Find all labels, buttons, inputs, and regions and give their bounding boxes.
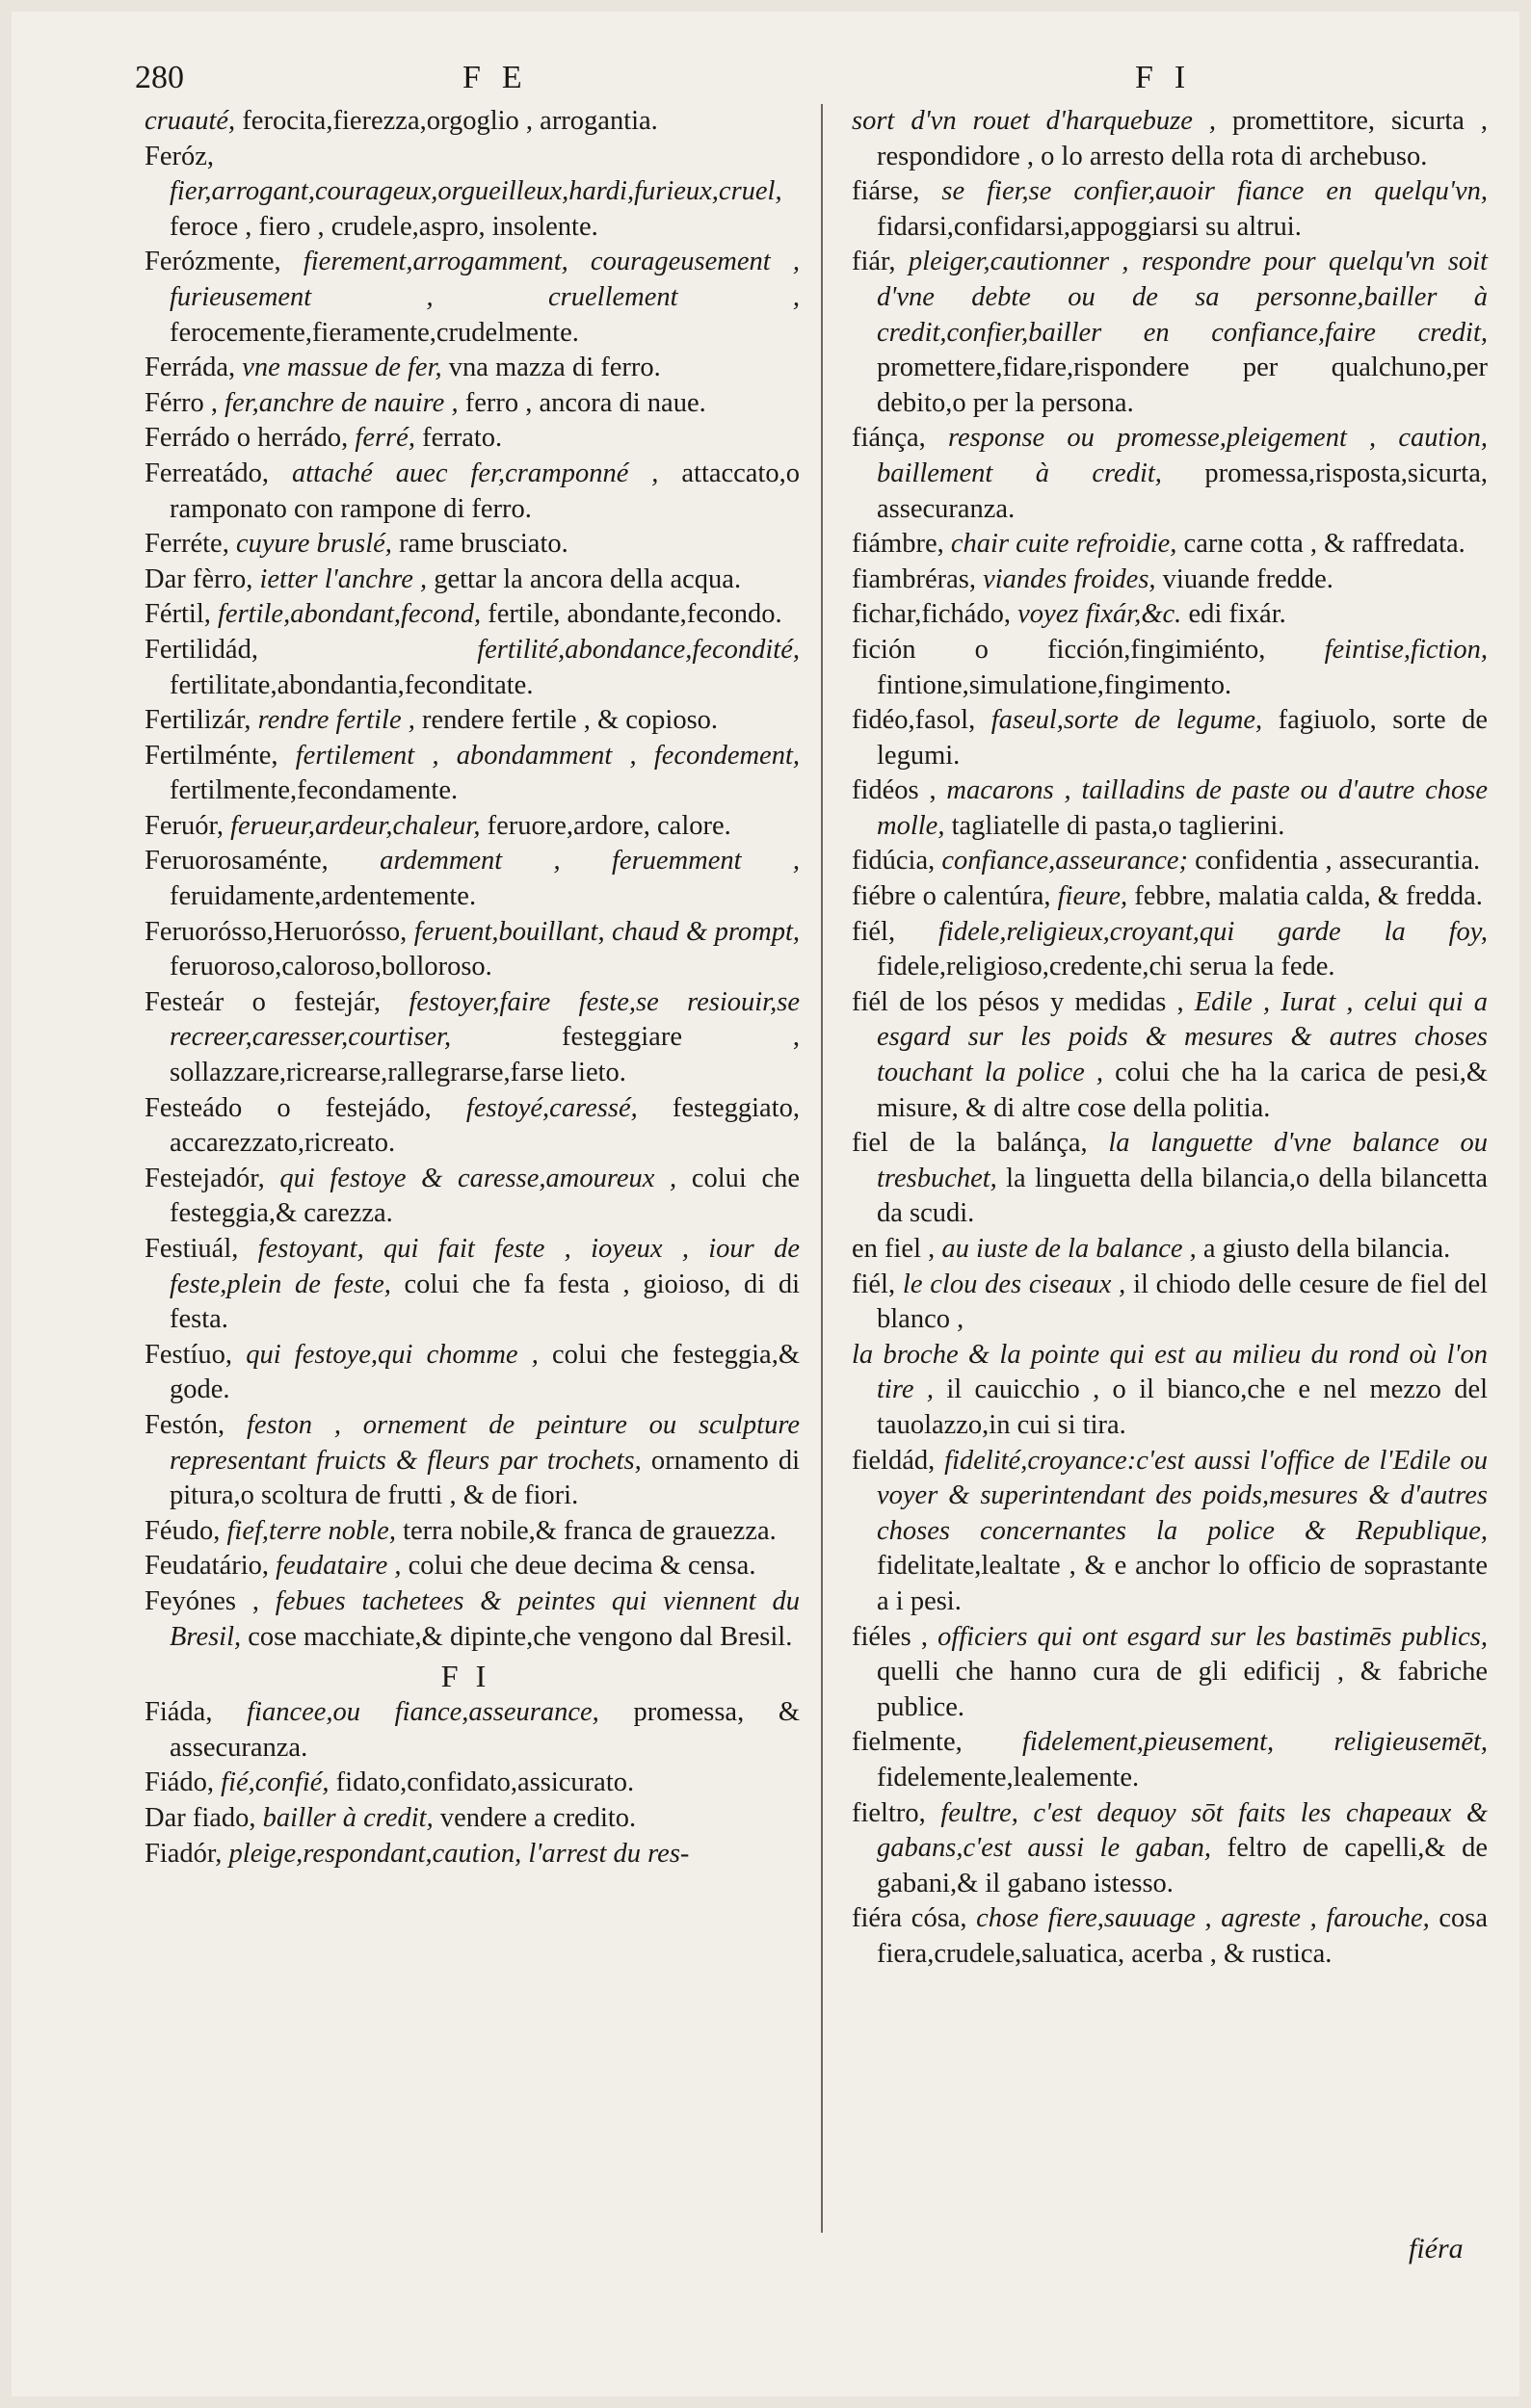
column-divider	[821, 104, 823, 2233]
dictionary-entry	[145, 386, 800, 422]
dictionary-entry	[852, 1901, 1488, 1972]
headword: fidéos ,	[852, 775, 937, 806]
french-gloss: fertilité,abondance,fecondité,	[477, 634, 800, 665]
italian-gloss: feltro de capelli,& de gabani,& il gabano istesso.	[877, 1833, 1489, 1898]
dictionary-entry	[145, 1801, 800, 1837]
italian-gloss: edi fixár.	[1188, 599, 1286, 630]
dictionary-entry	[852, 633, 1488, 703]
french-gloss: le clou des ciseaux ,	[902, 1269, 1126, 1299]
french-gloss: au iuste de la balance ,	[941, 1234, 1197, 1264]
headword: Feruorosaménte,	[145, 846, 329, 877]
french-gloss: ardemment , feruemment ,	[380, 846, 800, 877]
headword: fidúcia,	[852, 846, 936, 877]
italian-gloss: fertilmente,fecondamente.	[170, 775, 459, 806]
french-gloss: faseul,sorte de legume,	[990, 705, 1263, 736]
headword: Dar fèrro,	[145, 563, 253, 594]
french-gloss: fidele,religieux,croyant,qui garde la foy,	[938, 916, 1489, 947]
french-gloss: ferueur,ardeur,chaleur,	[230, 810, 481, 841]
french-gloss: response ou promesse,pleigement , caution, baillement à credit,	[877, 423, 1488, 488]
french-gloss: attaché auec fer,cramponné ,	[291, 458, 659, 488]
headword: fiánça,	[852, 423, 926, 454]
italian-gloss: a giusto della bilancia.	[1202, 1234, 1451, 1264]
dictionary-entry	[852, 985, 1488, 1126]
italian-gloss: colui che festeggia,& carezza.	[170, 1163, 800, 1229]
dictionary-entry	[852, 1338, 1488, 1444]
dictionary-entry	[852, 174, 1488, 245]
dictionary-entry	[145, 1695, 800, 1766]
italian-gloss: attaccato,o ramponato con rampone di ferro.	[170, 458, 801, 524]
french-gloss: confiance,asseurance;	[941, 846, 1189, 877]
dictionary-entry	[852, 245, 1488, 421]
dictionary-entry	[852, 563, 1488, 598]
french-gloss: sort d'vn rouet d'harquebuze ,	[852, 106, 1216, 136]
french-gloss: fertile,abondant,fecond,	[218, 599, 482, 630]
dictionary-entry	[145, 1514, 800, 1550]
french-gloss: festoyé,caressé,	[465, 1092, 638, 1123]
catchword: fiéra	[1409, 2233, 1464, 2264]
french-gloss: ietter l'anchre ,	[259, 563, 428, 594]
headword: Feruór,	[145, 810, 224, 841]
italian-gloss: festeggiare , sollazzare,ricrearse,rallegrarse,farse lieto.	[170, 1022, 800, 1088]
dictionary-entry	[145, 1766, 800, 1801]
french-gloss: se fier,se confier,auoir fiance en quelqu'vn,	[941, 176, 1489, 207]
headword: Férro ,	[145, 387, 218, 418]
italian-gloss: ferocita,fierezza,orgoglio , arrogantia.	[242, 106, 658, 136]
dictionary-entry	[852, 1232, 1488, 1268]
dictionary-entry	[852, 1620, 1488, 1726]
italian-gloss: fidelitate,lealtate , & e anchor lo officio de soprastante a i pesi.	[877, 1551, 1488, 1616]
french-gloss: fer,anchre de nauire ,	[224, 387, 459, 418]
italian-gloss: promettere,fidare,rispondere per qualchuno,per debito,o per la persona.	[877, 353, 1488, 418]
headword: fichar,fichádo,	[852, 599, 1012, 630]
dictionary-entry	[145, 457, 800, 527]
italian-gloss: ferocemente,fieramente,crudelmente.	[170, 317, 579, 348]
headword: Fiáda,	[145, 1697, 213, 1728]
italian-gloss: fidelemente,lealemente.	[877, 1762, 1140, 1793]
french-gloss: vne massue de fer,	[242, 353, 442, 383]
italian-gloss: ornamento di pitura,o scoltura de frutti , & de fiori.	[170, 1445, 801, 1511]
dictionary-entry	[145, 633, 800, 703]
dictionary-entry	[145, 809, 800, 845]
dictionary-entry	[145, 844, 800, 914]
dictionary-entry	[852, 1796, 1488, 1902]
dictionary-entry	[145, 1091, 800, 1162]
italian-gloss: terra nobile,& franca de grauezza.	[403, 1515, 777, 1546]
italian-gloss: ferrato.	[422, 423, 503, 454]
headword: fiárse,	[852, 176, 920, 207]
headword: Festón,	[145, 1409, 225, 1440]
headword: Fiádo,	[145, 1767, 215, 1798]
italian-gloss: vna mazza di ferro.	[448, 353, 661, 383]
french-gloss: la broche & la pointe qui est au milieu du rond où l'on tire ,	[852, 1339, 1488, 1405]
dictionary-entry	[145, 1338, 800, 1408]
french-gloss: qui festoye & caresse,amoureux ,	[279, 1163, 677, 1193]
dictionary-entry	[852, 773, 1488, 844]
headword: fielmente,	[852, 1727, 963, 1758]
italian-gloss: febbre, malatia calda, & fredda.	[1134, 881, 1483, 912]
headword: fieltro,	[852, 1797, 926, 1828]
french-gloss: cruauté,	[145, 106, 236, 136]
french-gloss: macarons , tailladins de paste ou d'autre chose molle,	[877, 775, 1488, 841]
dictionary-entry	[852, 527, 1488, 563]
french-gloss: la languette d'vne balance ou tresbuchet,	[877, 1128, 1489, 1193]
headword: Festíuo,	[145, 1339, 233, 1370]
headword: Féudo,	[145, 1515, 221, 1546]
headword: fiár,	[852, 247, 896, 277]
french-gloss: rendre fertile ,	[257, 705, 415, 736]
french-gloss: fief,terre noble,	[226, 1515, 396, 1546]
italian-gloss: ferro , ancora di naue.	[464, 387, 706, 418]
italian-gloss: fertilitate,abondantia,feconditate.	[170, 669, 534, 700]
dictionary-entry	[852, 844, 1488, 879]
italian-gloss: rame brusciato.	[399, 529, 568, 560]
dictionary-entry	[145, 563, 800, 598]
italian-gloss: fagiuolo, sorte de legumi.	[877, 705, 1489, 771]
dictionary-entry	[852, 1126, 1488, 1232]
italian-gloss: feroce , fiero , crudele,aspro, insolente.	[170, 211, 598, 242]
dictionary-entry	[852, 1268, 1488, 1338]
dictionary-entry	[145, 245, 800, 351]
french-gloss: pleige,respondant,caution, l'arrest du res-	[228, 1838, 690, 1869]
french-gloss: feintise,fiction,	[1324, 634, 1488, 665]
headword: fición o ficción,fingimiénto,	[852, 634, 1266, 665]
dictionary-entry	[145, 985, 800, 1091]
right-column	[852, 104, 1488, 1972]
dictionary-entry	[852, 597, 1488, 633]
italian-gloss: fidarsi,confidarsi,appoggiarsi su altrui.	[877, 211, 1302, 242]
italian-gloss: il chiodo delle cesure de fiel del blanco ,	[877, 1269, 1489, 1335]
french-gloss: chose fiere,sauuage , agreste , farouche,	[976, 1903, 1430, 1934]
french-gloss: fier,arrogant,courageux,orgueilleux,hardi,furieux,cruel,	[170, 176, 782, 207]
italian-gloss: fintione,simulatione,fingimento.	[877, 669, 1232, 700]
french-gloss: festoyant, qui fait feste , ioyeux , iour de feste,plein de feste,	[170, 1234, 800, 1299]
dictionary-entry	[852, 104, 1488, 174]
dictionary-entry	[852, 1725, 1488, 1795]
french-gloss: officiers qui ont esgard sur les bastimēs publics,	[937, 1621, 1489, 1652]
dictionary-entry	[145, 104, 800, 140]
headword: fiámbre,	[852, 529, 944, 560]
french-gloss: cuyure bruslé,	[235, 529, 392, 560]
french-gloss: fieure,	[1057, 881, 1128, 912]
italian-gloss: promessa, & assecuranza.	[170, 1697, 801, 1763]
french-gloss: fierement,arrogamment, courageusement , furieusement , cruellement ,	[170, 247, 800, 312]
italian-gloss: colui che festeggia,& gode.	[170, 1339, 800, 1405]
dictionary-entry	[852, 915, 1488, 985]
left-column-heading: FE	[462, 60, 543, 95]
italian-gloss: carne cotta , & raffredata.	[1183, 529, 1465, 560]
italian-gloss: colui che fa festa , gioioso, di di festa.	[170, 1269, 800, 1335]
italian-gloss: feruore,ardore, calore.	[487, 810, 731, 841]
french-gloss: fertilement , abondamment , fecondement,	[295, 740, 800, 771]
french-gloss: festoyer,faire feste,se resiouir,se recreer,caresser,courtiser,	[170, 986, 800, 1053]
headword: fiéra cósa,	[852, 1903, 967, 1934]
headword: fiel de la balánça,	[852, 1128, 1088, 1159]
page-number: 280	[135, 60, 184, 95]
headword: fiél,	[852, 916, 896, 947]
dictionary-entry	[145, 1408, 800, 1514]
french-gloss: ferré,	[355, 423, 415, 454]
headword: Festejadór,	[145, 1163, 265, 1193]
headword: Feudatário,	[145, 1551, 270, 1582]
french-gloss: chair cuite refroidie,	[950, 529, 1177, 560]
dictionary-entry	[145, 1584, 800, 1655]
headword: Fértil,	[145, 599, 211, 630]
headword: Fertilidád,	[145, 634, 258, 665]
french-gloss: feruent,bouillant, chaud & prompt,	[413, 916, 800, 947]
french-gloss: feultre, c'est dequoy sōt faits les chapeaux & gabans,c'est aussi le gaban,	[877, 1797, 1489, 1864]
italian-gloss: promessa,risposta,sicurta, assecuranza.	[877, 458, 1488, 524]
headword: Fertilménte,	[145, 740, 278, 771]
dictionary-entry	[145, 1162, 800, 1232]
italian-gloss: feruoroso,caloroso,bolloroso.	[170, 952, 492, 982]
italian-gloss: confidentia , assecurantia.	[1195, 846, 1481, 877]
italian-gloss: colui che ha la carica de pesi,& misure, & di altre cose della politia.	[877, 1058, 1488, 1123]
french-gloss: fidelement,pieusement, religieusemēt,	[1022, 1727, 1489, 1758]
headword: fiéles ,	[852, 1621, 928, 1652]
headword: fidéo,fasol,	[852, 705, 976, 736]
italian-gloss: la linguetta della bilancia,o della bilancetta da scudi.	[877, 1163, 1488, 1229]
headword: Fertilizár,	[145, 705, 251, 736]
dictionary-entry	[852, 703, 1488, 773]
italian-gloss: fertile, abondante,fecondo.	[488, 599, 782, 630]
italian-gloss: gettar la ancora della acqua.	[434, 563, 742, 594]
french-gloss: fié,confié,	[221, 1767, 330, 1798]
running-head	[12, 54, 1519, 102]
headword: fiél de los pésos y medidas ,	[852, 986, 1184, 1017]
italian-gloss: tagliatelle di pasta,o taglierini.	[951, 810, 1285, 841]
dictionary-entry	[145, 527, 800, 563]
italian-gloss: festeggiato, accarezzato,ricreato.	[170, 1092, 801, 1159]
french-gloss: Edile , Iurat , celui qui a esgard sur les poids & mesures & autres choses touchant la police ,	[877, 986, 1489, 1088]
dictionary-entry	[852, 1444, 1488, 1620]
italian-gloss: rendere fertile , & copioso.	[422, 705, 719, 736]
french-gloss: voyez fixár,&c.	[1017, 599, 1182, 630]
right-column-heading: FI	[1135, 60, 1207, 95]
french-gloss: pleiger,cautionner , respondre pour quelqu'vn soit d'vne debte ou de sa personne,bailler à credit,confier,bailler en confiance,faire credit,	[877, 247, 1488, 348]
dictionary-entry	[145, 1837, 800, 1872]
dictionary-entry	[145, 1549, 800, 1584]
headword: Dar fiado,	[145, 1802, 256, 1833]
italian-gloss: cosa fiera,crudele,saluatica, acerba , & rustica.	[877, 1903, 1488, 1969]
headword: Feruorósso,Heruorósso,	[145, 916, 408, 947]
headword: Ferráda,	[145, 353, 236, 383]
headword: Festeár o festejár,	[145, 986, 382, 1017]
italian-gloss: feruidamente,ardentemente.	[170, 881, 477, 912]
french-gloss: bailler à credit,	[262, 1802, 434, 1833]
french-gloss: viandes froides,	[983, 563, 1156, 594]
headword: Fiadór,	[145, 1838, 223, 1869]
italian-gloss: il cauicchio , o il bianco,che e nel mezzo del tauolazzo,in cui si tira.	[877, 1374, 1489, 1440]
french-gloss: febues tachetees & peintes qui viennent du Bresil,	[170, 1585, 800, 1652]
dictionary-entry	[145, 140, 800, 246]
dictionary-entry	[145, 351, 800, 386]
headword: fiambréras,	[852, 563, 976, 594]
section-heading: FI	[440, 1659, 504, 1694]
italian-gloss: quelli che hanno cura de gli edificij , & fabriche publice.	[877, 1657, 1488, 1722]
italian-gloss: viuande fredde.	[1162, 563, 1333, 594]
dictionary-entry	[145, 1232, 800, 1338]
italian-gloss: colui che deue decima & censa.	[408, 1551, 756, 1582]
italian-gloss: cose macchiate,& dipinte,che vengono dal Bresil.	[248, 1621, 793, 1652]
dictionary-entry	[145, 739, 800, 809]
headword: Feyónes ,	[145, 1585, 259, 1616]
headword: Festiuál,	[145, 1234, 239, 1264]
dictionary-entry	[852, 421, 1488, 527]
headword: Ferréte,	[145, 529, 229, 560]
headword: fiébre o calentúra,	[852, 881, 1051, 912]
italian-gloss: fidato,confidato,assicurato.	[335, 1767, 635, 1798]
headword: fieldád,	[852, 1445, 936, 1476]
dictionary-entry	[145, 703, 800, 739]
headword: Ferrádo o herrádo,	[145, 423, 349, 454]
headword: Ferózmente,	[145, 247, 281, 277]
dictionary-page	[12, 12, 1519, 2396]
french-gloss: feudataire ,	[276, 1551, 402, 1582]
dictionary-entry	[145, 597, 800, 633]
italian-gloss: fidele,religioso,credente,chi serua la fede.	[877, 952, 1335, 982]
italian-gloss: promettitore, sicurta , respondidore , o lo arresto della rota di archebuso.	[877, 106, 1489, 171]
dictionary-entry	[145, 421, 800, 457]
headword: Ferreatádo,	[145, 458, 269, 488]
italian-gloss: vendere a credito.	[439, 1802, 637, 1833]
headword: en fiel ,	[852, 1234, 936, 1264]
french-gloss: feston , ornement de peinture ou sculpture representant fruicts & fleurs par trochets,	[170, 1409, 800, 1476]
headword: Feróz,	[145, 141, 215, 171]
headword: fiél,	[852, 1269, 896, 1299]
french-gloss: fiancee,ou fiance,asseurance,	[247, 1697, 599, 1728]
french-gloss: qui festoye,qui chomme ,	[246, 1339, 539, 1370]
headword: Festeádo o festejádo,	[145, 1092, 432, 1123]
left-column	[145, 104, 800, 1871]
dictionary-entry	[145, 915, 800, 985]
french-gloss: fidelité,croyance:c'est aussi l'office de l'Edile ou voyer & superintendant des poids,mesures & d'autres choses concernantes la police & Republique,	[877, 1445, 1488, 1546]
dictionary-entry	[852, 879, 1488, 915]
